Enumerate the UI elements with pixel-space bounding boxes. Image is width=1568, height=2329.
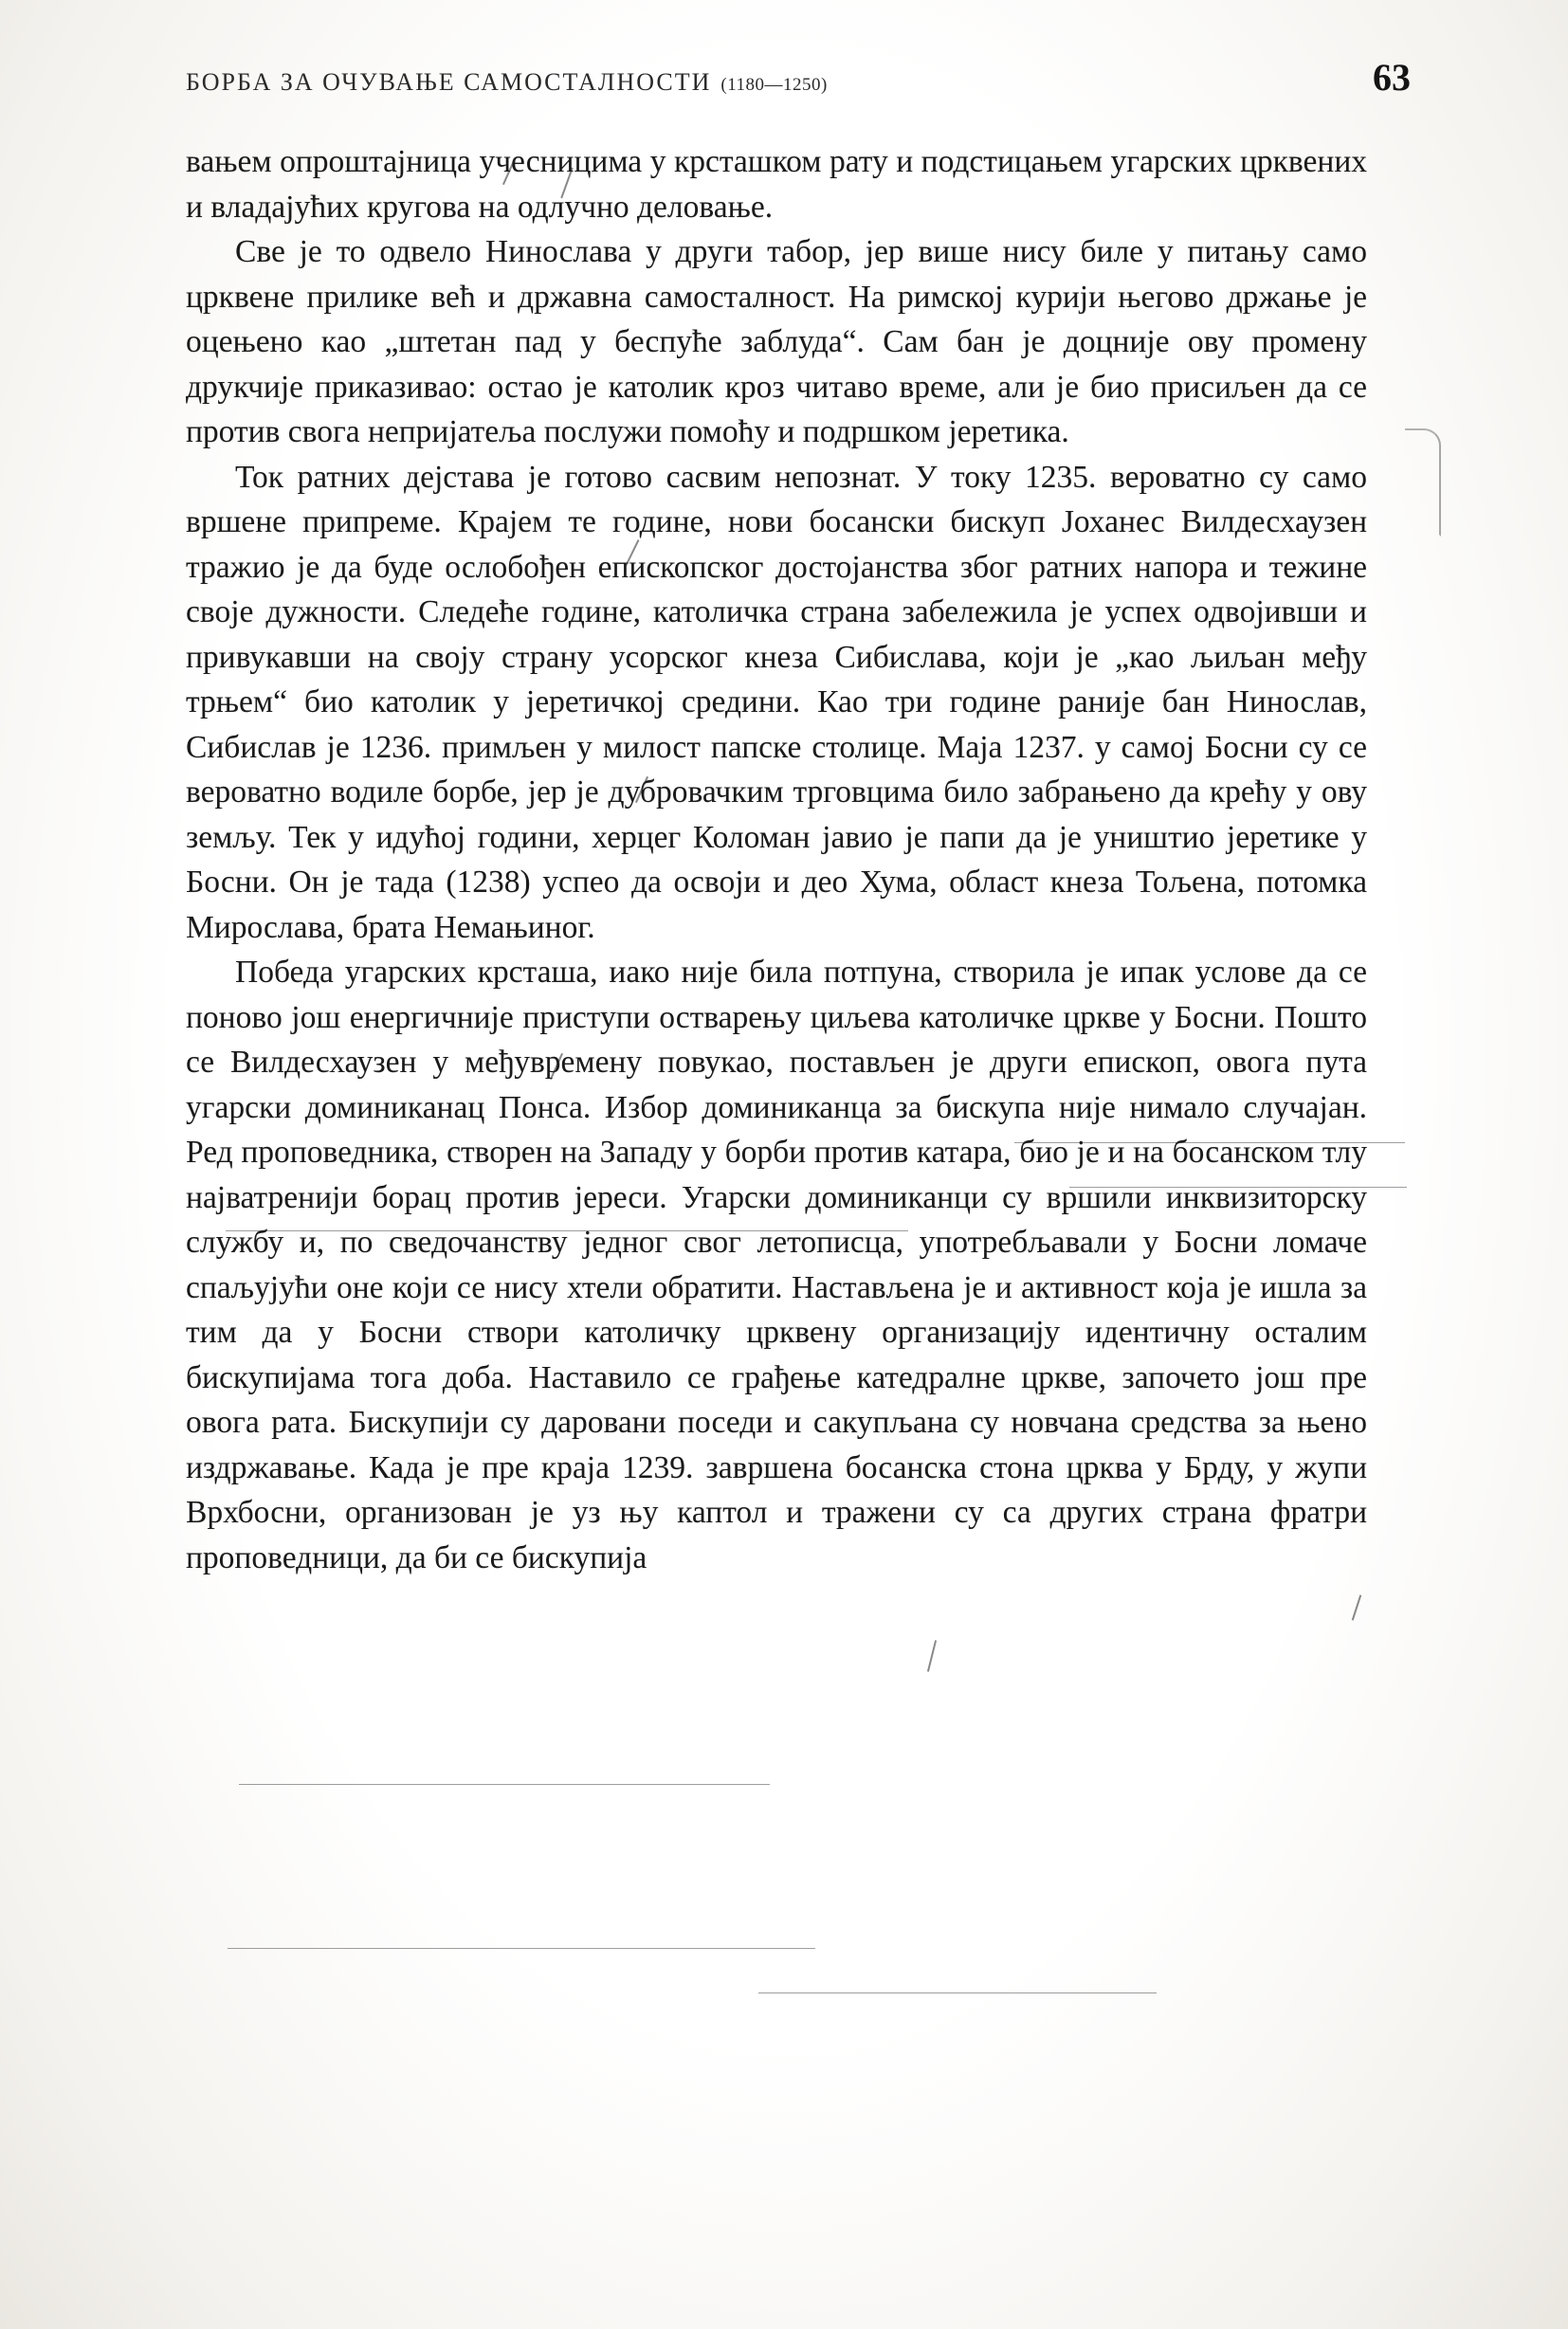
paragraph: Све је то одвело Нинослава у други табор, јер више нису биле у питању само црквене прилике већ и државна самосталност. На римској курији његово држање је оцењено као „штетан пад у беспуће заблуда“. Сам бан је доцније ову промену друкчије приказивао: остао је католик кроз читаво време, али је био присиљен да се против свога непријатеља послужи помоћу и подршком јеретика. xyxy=(186,234,1367,449)
pen-underline xyxy=(758,1992,1157,1993)
body-text xyxy=(186,139,1367,1580)
running-title-years: (1180—1250) xyxy=(720,75,828,95)
pen-mark xyxy=(927,1640,937,1671)
paragraph: Ток ратних дејстава је готово сасвим непознат. У току 1235. вероватно су само вршене припреме. Крајем те године, нови босански бискуп Јоханес Вилдесхаузен тражио је да буде ослобођен епископског достојанства због ратних напора и тежине своје дужности. Следеће године, католичка страна забележила је успех одвојивши и привукавши на своју страну усорског кнеза Сибислава, који је „као љиљан међу трњем“ био католик у јеретичкој средини. Као три године раније бан Нинослав, Сибислав је 1236. примљен у милост папске столице. Маја 1237. у самој Босни су се вероватно водиле борбе, јер је дубровачким трговцима било забрањено да крећу у ову земљу. Тек у идућој години, херцег Коломан јавио је папи да је уништио јеретике у Босни. Он је тада (1238) успео да освоји и део Хума, област кнеза Тољена, потомка Мирослава, брата Немањиног. xyxy=(186,459,1367,945)
page-number: 63 xyxy=(1373,56,1411,99)
pen-underline xyxy=(228,1948,815,1949)
running-title-text: БОРБА ЗА ОЧУВАЊЕ САМОСТАЛНОСТИ xyxy=(186,68,712,96)
running-title xyxy=(186,68,828,97)
paragraph: Победа угарских крсташа, иако није била потпуна, створила је ипак услове да се поново још енергичније приступи остварењу циљева католичке цркве у Босни. Пошто се Вилдесхаузен у међувремену повукао, постављен је други епископ, овога пута угарски доминиканац Понса. Избор доминиканца за бискупа није нимало случајан. Ред проповедника, створен на Западу у борби против катара, био је и на босанском тлу најватренији борац против јереси. Угарски доминиканци су вршили инквизиторску службу и, по сведочанству једног свог летописца, употребљавали у Босни ломаче спаљујући оне који се нису хтели обратити. Настављена је и активност која је ишла за тим да у Босни створи католичку црквену организацију идентичну осталим бискупијама тога доба. Наставило се грађење катедралне цркве, започето још пре овога рата. Бискупији су даровани поседи и сакупљана су новчана средства за њено издржавање. Када је пре краја 1239. завршена босанска стона црква у Брду, у жупи Врхбосни, организован је уз њу каптол и тражени су са других страна фратри проповедници, да би се бискупија xyxy=(186,955,1367,1575)
page-header xyxy=(186,55,1418,100)
page-content xyxy=(186,55,1418,1580)
paragraph: вањем опроштајница учесницима у крсташком рату и подстицањем угарских црквених и владајућих кругова на одлучно деловање. xyxy=(186,144,1367,225)
pen-underline xyxy=(239,1784,770,1785)
pen-mark xyxy=(1352,1594,1362,1620)
